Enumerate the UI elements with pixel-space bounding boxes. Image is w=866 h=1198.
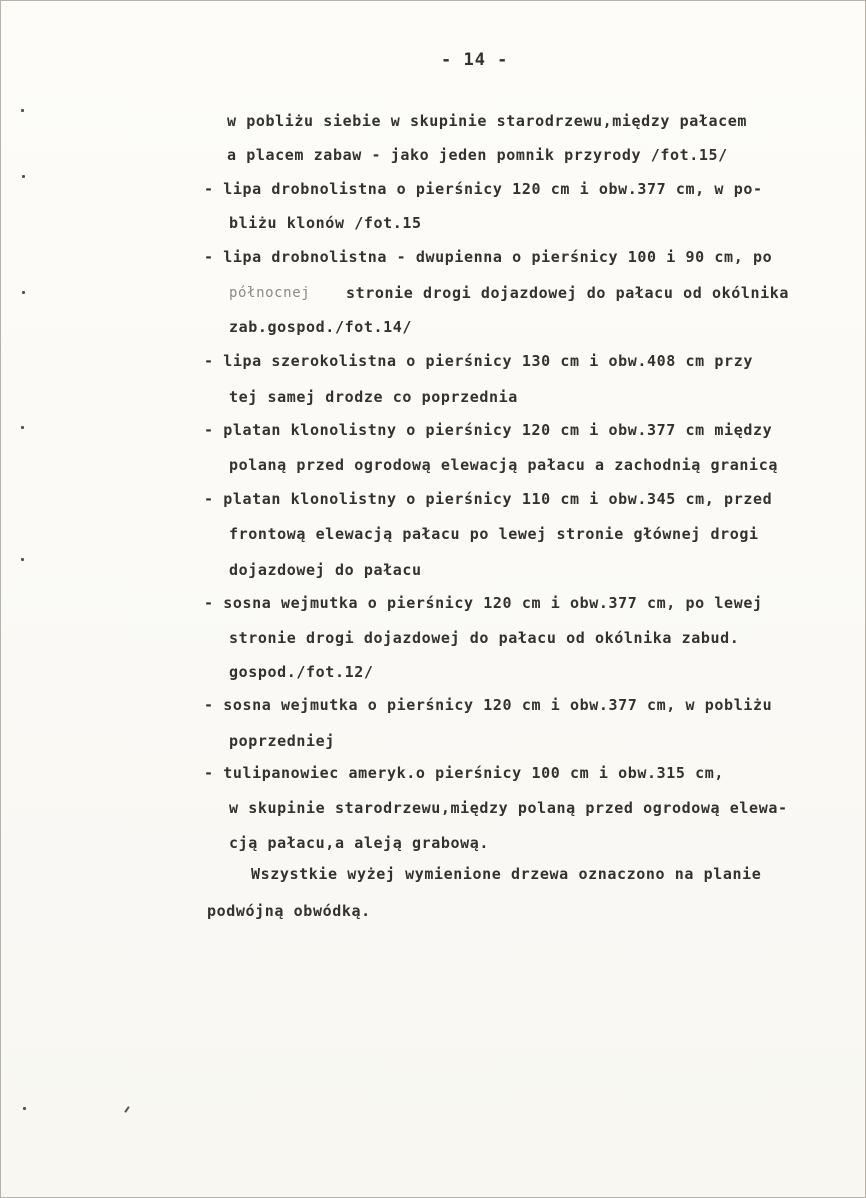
text-line-5: - lipa drobnolistna - dwupienna o pierśnicy 100 i 90 cm, po xyxy=(204,248,773,266)
margin-speck xyxy=(21,109,24,112)
text-line-4: bliżu klonów /fot.15 xyxy=(229,214,422,232)
text-line-2: a placem zabaw - jako jeden pomnik przyrody /fot.15/ xyxy=(227,146,728,164)
text-line-12: - platan klonolistny o pierśnicy 110 cm i obw.345 cm, przed xyxy=(204,490,773,508)
text-line-23: Wszystkie wyżej wymienione drzewa oznaczono na planie xyxy=(251,865,762,883)
text-line-11: polaną przed ogrodową elewacją pałacu a zachodnią granicą xyxy=(229,456,778,474)
text-line-3: - lipa drobnolistna o pierśnicy 120 cm i obw.377 cm, w po- xyxy=(204,180,763,198)
text-line-7: zab.gospod./fot.14/ xyxy=(229,318,412,336)
margin-speck xyxy=(23,1107,26,1110)
text-line-20: - tulipanowiec ameryk.o pierśnicy 100 cm i obw.315 cm, xyxy=(204,764,725,782)
text-line-17: gospod./fot.12/ xyxy=(229,663,374,681)
text-line-13: frontową elewacją pałacu po lewej stronie głównej drogi xyxy=(229,525,759,543)
margin-speck xyxy=(21,426,24,429)
text-line-9: tej samej drodze co poprzednia xyxy=(229,388,518,406)
faint-handwritten-word: północnej xyxy=(229,285,311,301)
text-line-15: - sosna wejmutka o pierśnicy 120 cm i obw.377 cm, po lewej xyxy=(204,594,763,612)
text-line-16: stronie drogi dojazdowej do pałacu od okólnika zabud. xyxy=(229,629,740,647)
text-line-24: podwójną obwódką. xyxy=(207,902,371,920)
text-line-8: - lipa szerokolistna o pierśnicy 130 cm i obw.408 cm przy xyxy=(204,352,753,370)
text-line-1: w pobliżu siebie w skupinie starodrzewu,między pałacem xyxy=(227,112,748,130)
text-line-19: poprzedniej xyxy=(229,732,335,750)
margin-speck xyxy=(21,558,24,561)
page-number: - 14 - xyxy=(441,50,509,70)
margin-speck xyxy=(22,175,25,178)
margin-speck xyxy=(124,1106,130,1113)
text-line-10: - platan klonolistny o pierśnicy 120 cm i obw.377 cm między xyxy=(204,421,773,439)
margin-speck xyxy=(22,291,25,294)
text-line-22: cją pałacu,a aleją grabową. xyxy=(229,834,490,852)
text-line-21: w skupinie starodrzewu,między polaną przed ogrodową elewa- xyxy=(229,799,788,817)
text-line-6: stronie drogi dojazdowej do pałacu od okólnika xyxy=(346,284,790,302)
text-line-18: - sosna wejmutka o pierśnicy 120 cm i obw.377 cm, w pobliżu xyxy=(204,696,773,714)
text-line-14: dojazdowej do pałacu xyxy=(229,561,422,579)
